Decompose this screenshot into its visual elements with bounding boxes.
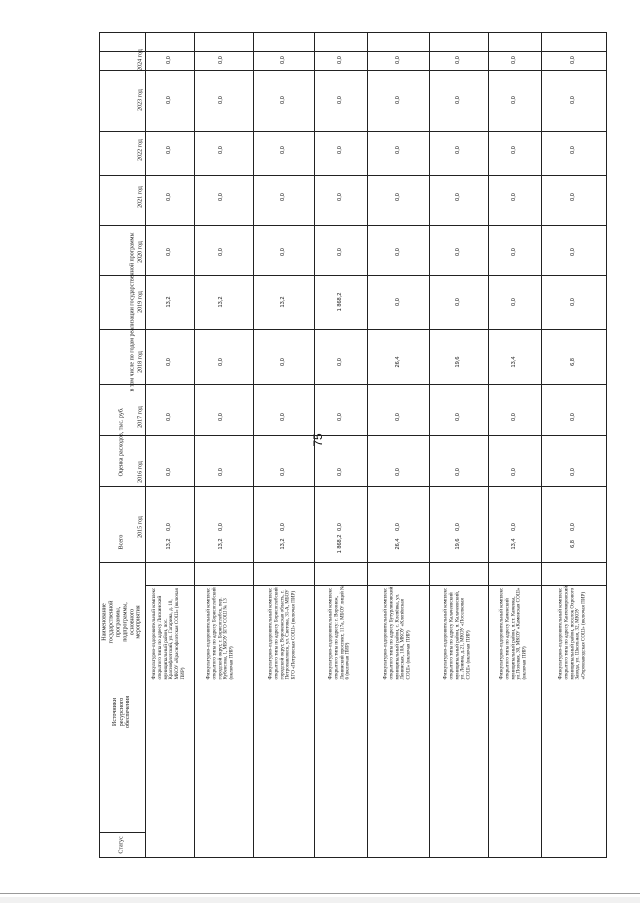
year-value-cell: 0,0 — [455, 56, 461, 64]
header-row-divider — [99, 384, 607, 385]
year-value-cell: 6,8 — [570, 358, 576, 366]
year-value-cell: 0,0 — [570, 248, 576, 256]
row-funding-source: Физкультурно-оздоровительный комплекс открытого типа по адресу Бутурлиновский муниципальный район, с. Клепёвка, ул. Ленинская, 10А, МКОУ «Клепёвская СОШ» (включая ПИР) — [382, 586, 412, 680]
header-year-2019: 2019 год — [137, 291, 144, 313]
year-value-cell: 0,0 — [455, 468, 461, 476]
year-value-cell: 0,0 — [218, 413, 224, 421]
year-value-cell: 0,0 — [218, 523, 224, 531]
year-value-cell: 0,0 — [280, 146, 286, 154]
header-row-divider — [99, 435, 607, 436]
year-value-cell: 0,0 — [455, 298, 461, 306]
year-value-cell: 0,0 — [455, 146, 461, 154]
column-divider — [367, 32, 368, 858]
year-value-cell: 26,4 — [395, 356, 401, 368]
year-value-cell: 0,0 — [395, 146, 401, 154]
row-total: 13,2 — [166, 538, 172, 550]
year-value-cell: 13,4 — [511, 356, 517, 368]
year-value-cell: 0,0 — [218, 193, 224, 201]
year-value-cell: 0,0 — [280, 193, 286, 201]
table-frame — [99, 32, 607, 858]
year-value-cell: 0,0 — [511, 248, 517, 256]
header-year-2018: 2018 год — [137, 351, 144, 373]
header-year-2022: 2022 год — [137, 139, 144, 161]
header-year-2024: 2024 год — [137, 49, 144, 71]
year-value-cell: 0,0 — [455, 193, 461, 201]
header-by-years: в том числе по годам реализации государственной программы — [129, 232, 136, 392]
year-value-cell: 0,0 — [570, 523, 576, 531]
year-value-cell: 0,0 — [511, 298, 517, 306]
year-value-cell: 0,0 — [455, 523, 461, 531]
row-total: 19,6 — [455, 538, 461, 550]
header-year-2015: 2015 год — [137, 516, 144, 538]
year-value-cell: 0,0 — [218, 56, 224, 64]
year-value-cell: 0,0 — [166, 96, 172, 104]
year-value-cell: 0,0 — [166, 413, 172, 421]
year-value-cell: 0,0 — [166, 193, 172, 201]
rotated-table — [99, 32, 607, 858]
year-value-cell: 0,0 — [395, 298, 401, 306]
year-value-cell: 0,0 — [280, 96, 286, 104]
year-value-cell: 0,0 — [570, 468, 576, 476]
column-divider — [429, 32, 430, 858]
header-row-divider — [99, 51, 607, 52]
year-value-cell: 0,0 — [218, 96, 224, 104]
year-value-cell: 0,0 — [337, 468, 343, 476]
header-year-2017: 2017 год — [137, 406, 144, 428]
header-program-name: Наименование государственной программы, подпрограммы, основного мероприятия — [101, 600, 142, 644]
header-year-2016: 2016 год — [137, 461, 144, 483]
row-funding-source: Физкультурно-оздоровительный комплекс открытого типа по адресу: г. Воронеж, Ленинский проспект, 117а, МБОУ лицей № 6 (включая ПИР) — [327, 585, 351, 680]
year-value-cell: 0,0 — [280, 523, 286, 531]
header-row-divider — [99, 70, 607, 71]
year-value-cell: 0,0 — [337, 358, 343, 366]
header-funding-source: Источники ресурсного обеспечения — [111, 695, 132, 729]
year-value-cell: 0,0 — [570, 96, 576, 104]
year-value-cell: 0,0 — [455, 96, 461, 104]
column-divider — [194, 32, 195, 858]
year-value-cell: 0,0 — [570, 56, 576, 64]
year-value-cell: 0,0 — [166, 523, 172, 531]
column-divider — [145, 32, 146, 858]
year-value-cell: 0,0 — [166, 146, 172, 154]
header-year-2021: 2021 год — [137, 186, 144, 208]
year-value-cell: 0,0 — [570, 298, 576, 306]
year-value-cell: 0,0 — [337, 56, 343, 64]
year-value-cell: 0,0 — [511, 523, 517, 531]
row-total: 13,4 — [511, 538, 517, 550]
year-value-cell: 0,0 — [337, 248, 343, 256]
column-divider — [253, 32, 254, 858]
year-value-cell: 0,0 — [511, 413, 517, 421]
year-value-cell: 0,0 — [280, 468, 286, 476]
year-value-cell: 0,0 — [395, 523, 401, 531]
year-value-cell: 0,0 — [166, 56, 172, 64]
year-value-cell: 0,0 — [570, 146, 576, 154]
year-value-cell: 0,0 — [218, 468, 224, 476]
header-row-divider — [99, 275, 607, 276]
header-row-divider — [99, 175, 607, 176]
header-row-divider — [99, 225, 607, 226]
year-value-cell: 0,0 — [337, 413, 343, 421]
row-total: 6,8 — [570, 540, 576, 548]
column-divider — [541, 32, 542, 858]
row-funding-source: Физкультурно-оздоровительный комплекс открытого типа по адресу Калачеевский муниципальный район, п. Калачеевский, ул. Ленина, д.21, МКОУ «Поселковая СОШ» (включая ПИР) — [442, 587, 472, 680]
row-funding-source: Физкультурно-оздоровительный комплекс открытого типа по адресу Борисоглебский городской округ, г. Борисоглебск, пер. Кубенсова, 1, МБОУ БГО СОШ № 13 (включая ПИР) — [205, 587, 235, 680]
year-value-cell: 0,0 — [166, 248, 172, 256]
year-value-cell: 0,0 — [395, 248, 401, 256]
year-value-cell: 0,0 — [395, 413, 401, 421]
year-value-cell: 0,0 — [280, 248, 286, 256]
header-row-divider — [99, 32, 607, 33]
year-value-cell: 0,0 — [570, 193, 576, 201]
header-row-divider — [99, 486, 607, 487]
page-number: 75 — [311, 433, 325, 447]
column-divider — [314, 32, 315, 858]
header-row-divider — [99, 131, 607, 132]
year-value-cell: 0,0 — [511, 96, 517, 104]
year-value-cell: 0,0 — [511, 56, 517, 64]
year-value-cell: 0,0 — [511, 468, 517, 476]
year-value-cell: 13,2 — [280, 296, 286, 308]
header-row-divider — [99, 329, 607, 330]
year-value-cell: 0,0 — [455, 413, 461, 421]
header-total: Всего — [118, 534, 125, 550]
row-total: 26,4 — [395, 538, 401, 550]
header-status: Статус — [118, 836, 125, 854]
year-value-cell: 0,0 — [280, 56, 286, 64]
year-value-cell: 0,0 — [218, 358, 224, 366]
year-value-cell: 0,0 — [337, 523, 343, 531]
header-row-divider — [99, 562, 607, 563]
row-funding-source: Физкультурно-оздоровительный комплекс открытого типа по адресу Лискинский муниципальный район, пос. Краснофлотский, ул. Гагарина, д. 10, МКОУ «Краснофлотская СОШ» (включая ПИР) — [150, 587, 186, 680]
year-value-cell: 0,0 — [166, 358, 172, 366]
year-value-cell: 0,0 — [570, 413, 576, 421]
column-divider — [488, 32, 489, 858]
year-value-cell: 0,0 — [218, 146, 224, 154]
scan-edge — [0, 893, 640, 894]
year-value-cell: 0,0 — [395, 96, 401, 104]
year-value-cell: 0,0 — [511, 193, 517, 201]
year-value-cell: 13,2 — [166, 296, 172, 308]
row-total: 13,2 — [218, 538, 224, 550]
year-value-cell: 0,0 — [395, 468, 401, 476]
row-total: 13,2 — [280, 538, 286, 550]
year-value-cell: 0,0 — [511, 146, 517, 154]
year-value-cell: 0,0 — [395, 56, 401, 64]
year-value-cell: 0,0 — [337, 193, 343, 201]
year-value-cell: 0,0 — [455, 248, 461, 256]
year-value-cell: 0,0 — [337, 96, 343, 104]
row-funding-source: Физкультурно-оздоровительный комплекс открытого типа по адресу Кантемировский муниципальный район, поселок Охрового Завода, ул. Школьная, 32, МКОУ «Охровзаводская СОШ» (включая ПИР) — [557, 585, 587, 680]
row-funding-source: Физкультурно-оздоровительный комплекс открытого типа по адресу Каменский муниципальный район, п.г.т. Каменка, ул.Полевая, 30, МКОУ «Каменская СОШ» (включая ПИР) — [498, 587, 528, 680]
year-value-cell: 0,0 — [337, 146, 343, 154]
row-funding-source: Физкультурно-оздоровительный комплекс открытого типа по адресу Борисоглебский городской округ, Воронежская область, г. Петропавловск, ул. Светова, 31-А, МБОУ БГО «Петровская СОШ» (включая ПИР) — [267, 587, 297, 680]
year-value-cell: 19,6 — [455, 356, 461, 368]
year-value-cell: 0,0 — [280, 358, 286, 366]
header-cost-estimate: Оценка расходов, тыс. руб. — [118, 407, 125, 477]
year-value-cell: 0,0 — [280, 413, 286, 421]
year-value-cell: 1 868,2 — [337, 292, 343, 312]
year-value-cell: 0,0 — [218, 248, 224, 256]
year-value-cell: 0,0 — [395, 193, 401, 201]
scan-shadow — [0, 897, 640, 903]
year-value-cell: 13,2 — [218, 296, 224, 308]
header-year-2020: 2020 год — [137, 241, 144, 263]
year-value-cell: 0,0 — [166, 468, 172, 476]
header-row-divider — [99, 832, 145, 833]
row-total: 1 868,2 — [337, 534, 343, 554]
header-year-2023: 2023 год — [137, 89, 144, 111]
